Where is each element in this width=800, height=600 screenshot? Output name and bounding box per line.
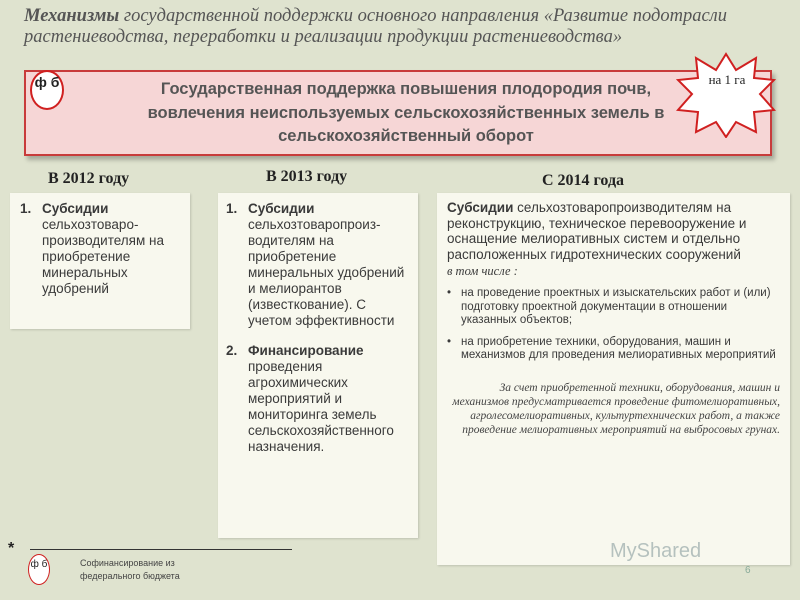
page-number: 6	[745, 565, 751, 576]
slide-title	[24, 6, 784, 48]
list-item	[447, 287, 780, 328]
starburst-icon	[676, 52, 776, 138]
item-bold: Субсидии	[248, 201, 315, 216]
list-item	[20, 201, 184, 297]
title-rest: государственной поддержки основного направления «Развитие подотрасли растениеводства, переработки и реализации продукции растениеводства»	[24, 6, 728, 47]
watermark: MyShared	[610, 540, 702, 562]
list-item	[226, 343, 412, 455]
header-2014: С 2014 года	[542, 172, 625, 189]
support-banner	[24, 70, 772, 156]
subsidy-description	[447, 200, 780, 262]
item-bold: Субсидии	[447, 200, 514, 215]
list-item	[447, 336, 780, 363]
footnote-divider	[30, 549, 292, 550]
item-number: 1.	[20, 201, 32, 216]
item-text: сельхозтоваропроиз-водителям на приобретение минеральных удобрений и мелиорантов (известкование). С учетом эффективности	[248, 217, 405, 328]
federal-budget-badge: ф б	[30, 70, 64, 110]
banner-text: Государственная поддержка повышения плодородия почв, вовлечения неиспользуемых сельскохозяйственных земель в сельскохозяйственный оборот	[147, 80, 665, 145]
title-bold: Механизмы	[24, 6, 120, 26]
bullet-icon: •	[447, 335, 452, 348]
item-number: 2.	[226, 343, 238, 358]
footnote-text: Софинансирование из федерального бюджета	[80, 558, 180, 581]
footnote-asterisk: *	[8, 540, 15, 557]
header-2012: В 2012 году	[48, 170, 130, 187]
including-label: в том числе :	[447, 264, 518, 278]
card-2014	[437, 193, 790, 565]
item-bold: Субсидии	[42, 201, 109, 216]
note-text: За счет приобретенной техники, оборудования, машин и механизмов предусматривается проведение фитомелиоративных, агролесомелиоративных, культуртехнических работ, а также проведение мелиоративных мероприятий на выбросовых грунах.	[452, 381, 780, 436]
item-text: сельхозтоваро-производителям на приобретение минеральных удобрений	[42, 217, 164, 296]
item-text: сельхозтоваропроизводителям на реконструкцию, техническое перевооружение и оснащение мелиоративных систем и отдельно расположенных гидротехнических сооружений	[447, 200, 747, 262]
item-number: 1.	[226, 201, 238, 216]
item-bold: Финансирование	[248, 343, 364, 358]
card-2012	[10, 193, 190, 329]
bullet-text: на проведение проектных и изыскательских работ и (или) подготовку проектной документации в отношении указанных объектов;	[461, 287, 771, 326]
list-item	[226, 201, 412, 329]
bullet-icon: •	[447, 287, 452, 299]
card-2013	[218, 193, 418, 538]
header-2013: В 2013 году	[266, 168, 348, 185]
per-hectare-label: на 1 га	[708, 72, 746, 87]
federal-budget-badge-small: ф б	[28, 554, 50, 585]
bullet-text: на приобретение техники, оборудования, машин и механизмов для проведения мелиоративных мероприятий	[461, 335, 776, 361]
item-text: проведения агрохимических мероприятий и мониторинга земель сельскохозяйственного назначения.	[248, 359, 394, 454]
